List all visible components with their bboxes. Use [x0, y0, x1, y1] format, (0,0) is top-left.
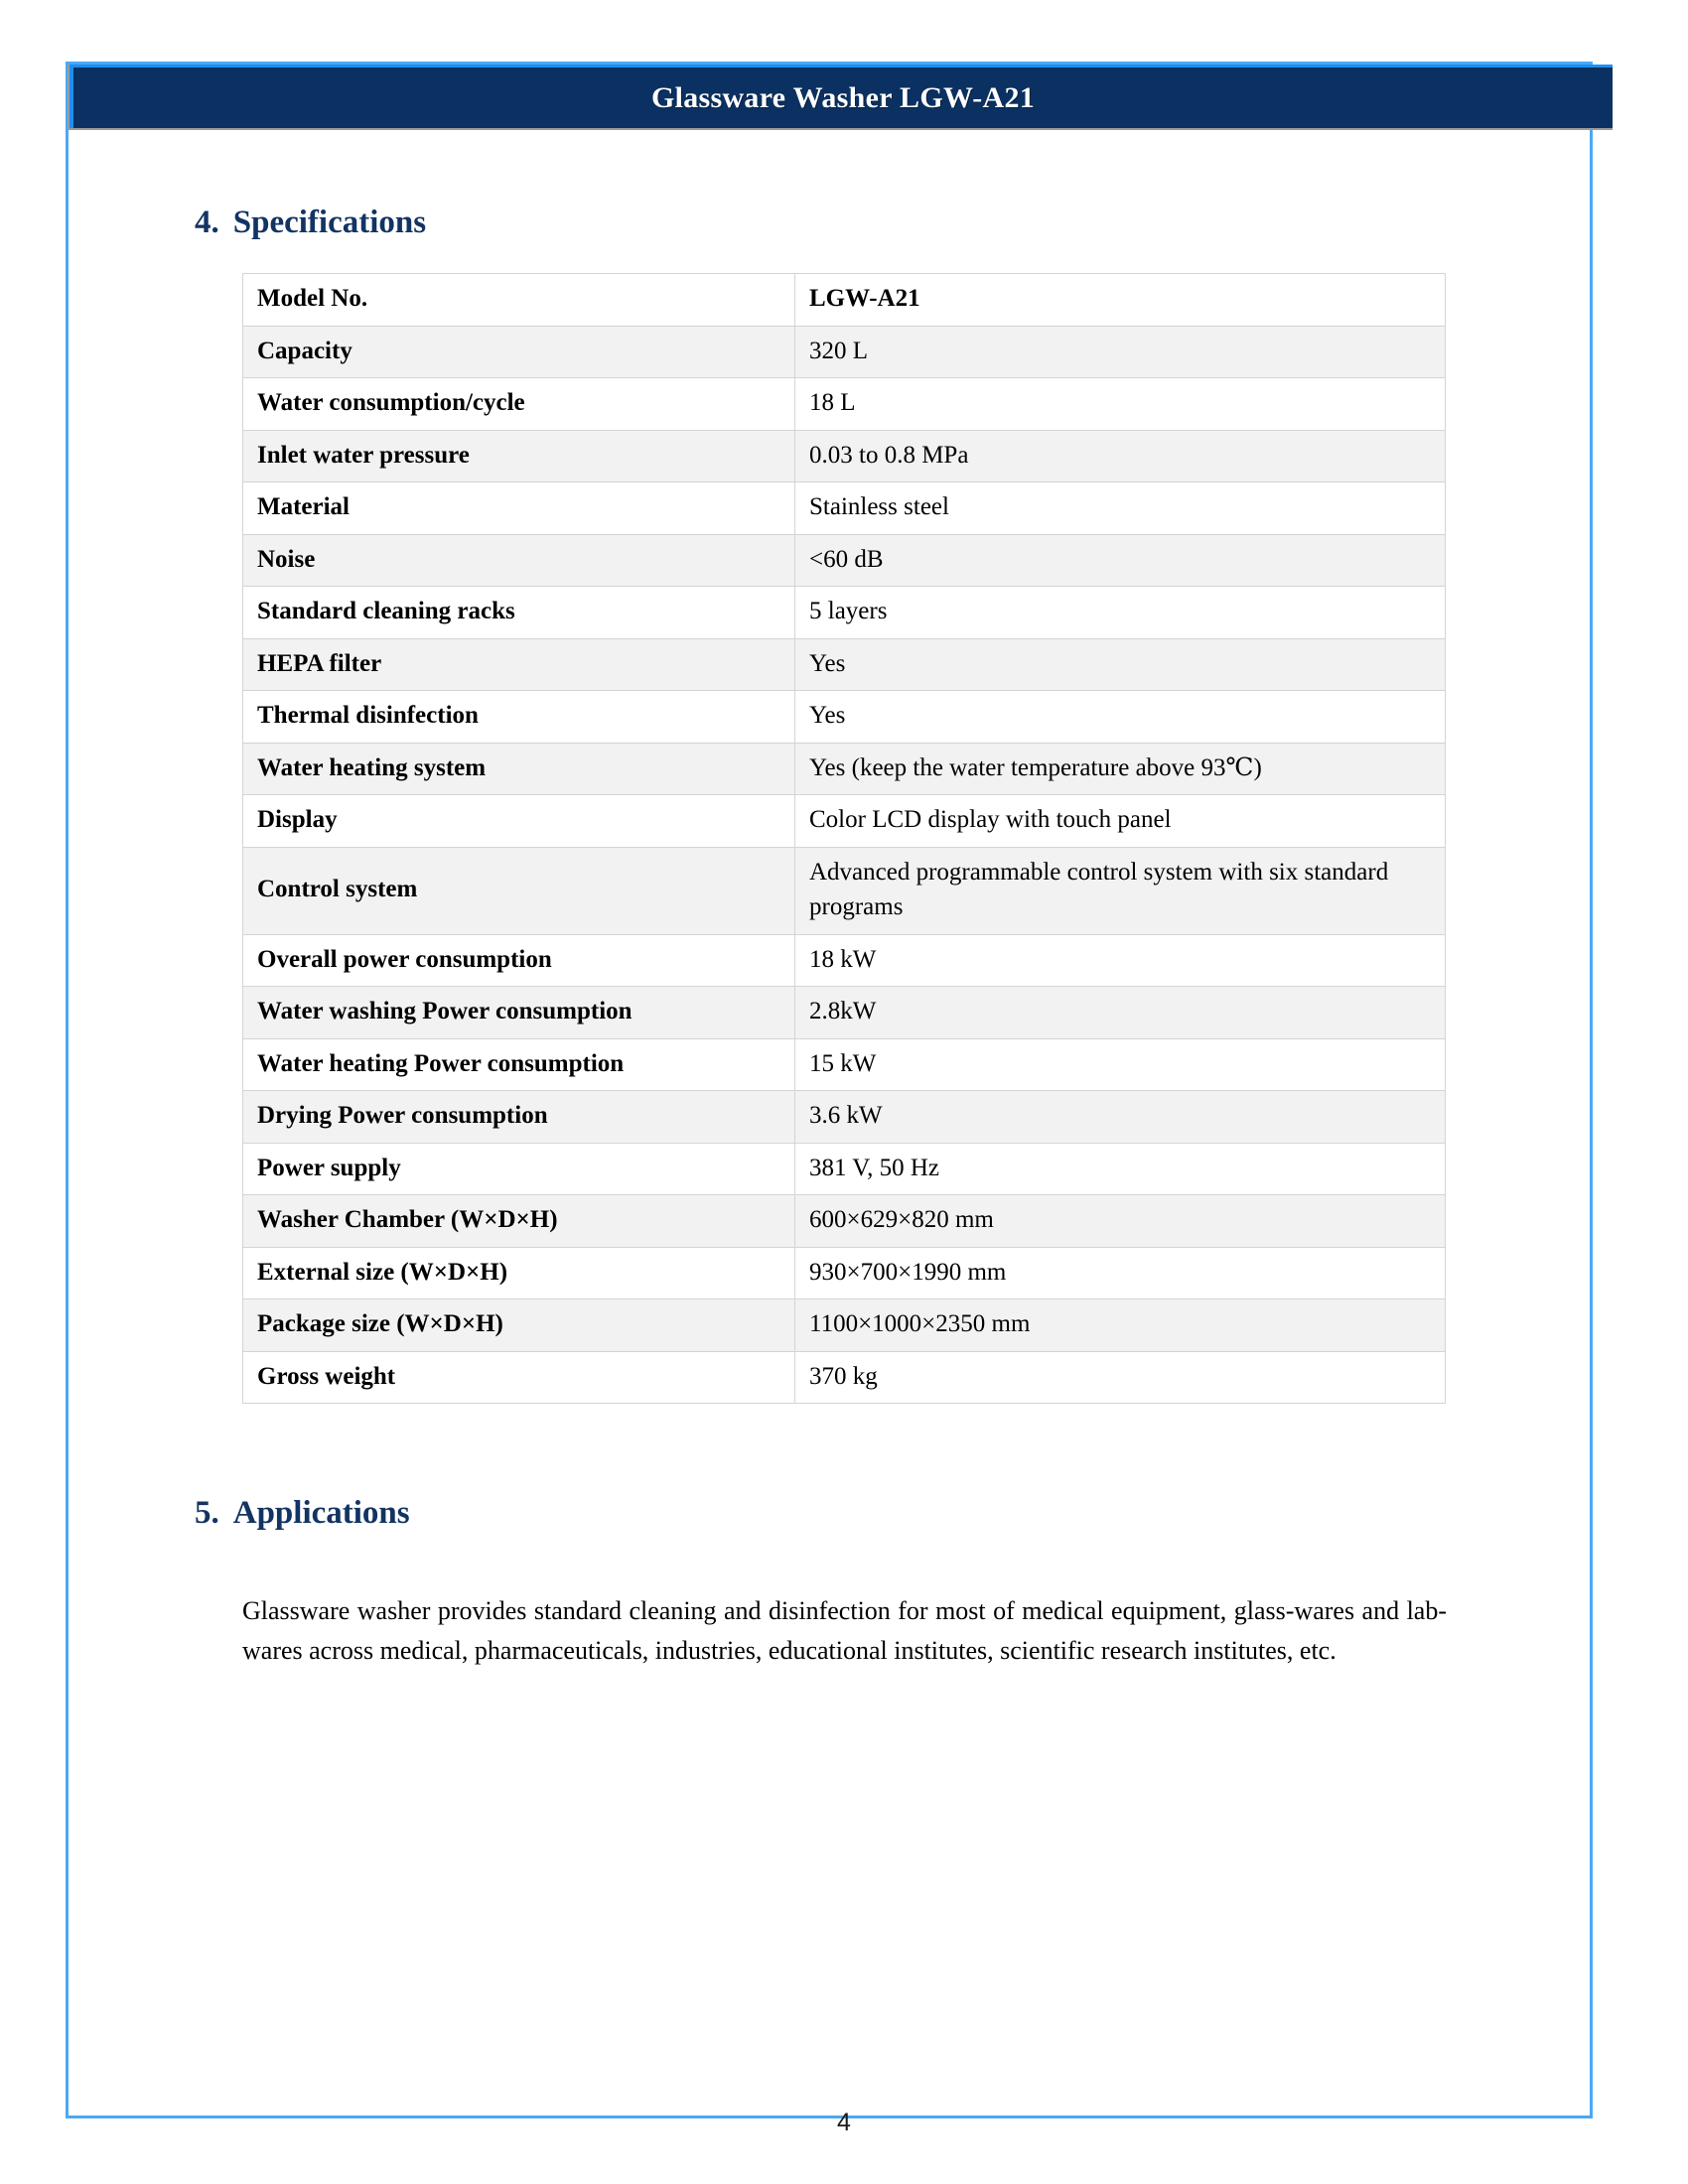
specifications-table-body [243, 274, 1446, 1404]
spec-label: Gross weight [243, 1351, 795, 1404]
spec-label: Model No. [243, 274, 795, 327]
spec-value: LGW-A21 [795, 274, 1446, 327]
table-row [243, 1247, 1446, 1299]
table-row [243, 743, 1446, 795]
table-row [243, 638, 1446, 691]
table-row [243, 1299, 1446, 1352]
table-row [243, 1195, 1446, 1248]
section-number-specifications: 4. [195, 205, 219, 240]
table-row [243, 326, 1446, 378]
table-row [243, 378, 1446, 431]
spec-label: Water heating Power consumption [243, 1038, 795, 1091]
spec-label: Noise [243, 534, 795, 587]
spec-value: 1100×1000×2350 mm [795, 1299, 1446, 1352]
table-row [243, 1143, 1446, 1195]
table-row [243, 934, 1446, 987]
spec-label: Package size (W×D×H) [243, 1299, 795, 1352]
spec-label: HEPA filter [243, 638, 795, 691]
section-heading-specifications [195, 205, 426, 241]
section-heading-applications [195, 1495, 410, 1532]
spec-label: Overall power consumption [243, 934, 795, 987]
spec-label: Thermal disinfection [243, 691, 795, 744]
table-row [243, 847, 1446, 934]
section-title-applications: Applications [232, 1495, 410, 1531]
spec-value: Yes [795, 638, 1446, 691]
spec-value: 600×629×820 mm [795, 1195, 1446, 1248]
spec-value: Advanced programmable control system with six standard programs [795, 847, 1446, 934]
spec-label: Water consumption/cycle [243, 378, 795, 431]
spec-value: Yes (keep the water temperature above 93℃) [795, 743, 1446, 795]
spec-value: 381 V, 50 Hz [795, 1143, 1446, 1195]
document-header-banner [68, 65, 1613, 130]
spec-value: 370 kg [795, 1351, 1446, 1404]
spec-value: Yes [795, 691, 1446, 744]
spec-value: 5 layers [795, 587, 1446, 639]
spec-value: <60 dB [795, 534, 1446, 587]
table-row [243, 482, 1446, 535]
document-title: Glassware Washer LGW-A21 [650, 80, 1036, 114]
spec-value: 18 kW [795, 934, 1446, 987]
table-row [243, 691, 1446, 744]
spec-label: Washer Chamber (W×D×H) [243, 1195, 795, 1248]
spec-label: Water washing Power consumption [243, 987, 795, 1039]
spec-label: Control system [243, 847, 795, 934]
section-title-specifications: Specifications [232, 205, 427, 240]
spec-value: 3.6 kW [795, 1091, 1446, 1144]
specifications-table [242, 273, 1446, 1404]
spec-label: Water heating system [243, 743, 795, 795]
table-row [243, 274, 1446, 327]
spec-label: Display [243, 795, 795, 848]
spec-value: 2.8kW [795, 987, 1446, 1039]
table-row [243, 1091, 1446, 1144]
spec-value: 15 kW [795, 1038, 1446, 1091]
page-number: 4 [837, 2109, 851, 2136]
spec-label: Power supply [243, 1143, 795, 1195]
table-row [243, 1351, 1446, 1404]
spec-label: Capacity [243, 326, 795, 378]
table-row [243, 534, 1446, 587]
table-row [243, 430, 1446, 482]
section-number-applications: 5. [195, 1495, 219, 1531]
spec-label: Inlet water pressure [243, 430, 795, 482]
spec-label: External size (W×D×H) [243, 1247, 795, 1299]
banner-fill [70, 65, 1613, 128]
spec-value: 320 L [795, 326, 1446, 378]
spec-label: Drying Power consumption [243, 1091, 795, 1144]
spec-value: 0.03 to 0.8 MPa [795, 430, 1446, 482]
applications-paragraph: Glassware washer provides standard cleaning and disinfection for most of medical equipment, glass-wares and lab-wares across medical, pharmaceuticals, industries, educational institutes, scientific research institutes, etc. [242, 1596, 1447, 1665]
table-row [243, 795, 1446, 848]
spec-value: 18 L [795, 378, 1446, 431]
spec-value: 930×700×1990 mm [795, 1247, 1446, 1299]
table-row [243, 587, 1446, 639]
spec-value: Color LCD display with touch panel [795, 795, 1446, 848]
spec-label: Material [243, 482, 795, 535]
spec-label: Standard cleaning racks [243, 587, 795, 639]
table-row [243, 987, 1446, 1039]
table-row [243, 1038, 1446, 1091]
spec-value: Stainless steel [795, 482, 1446, 535]
